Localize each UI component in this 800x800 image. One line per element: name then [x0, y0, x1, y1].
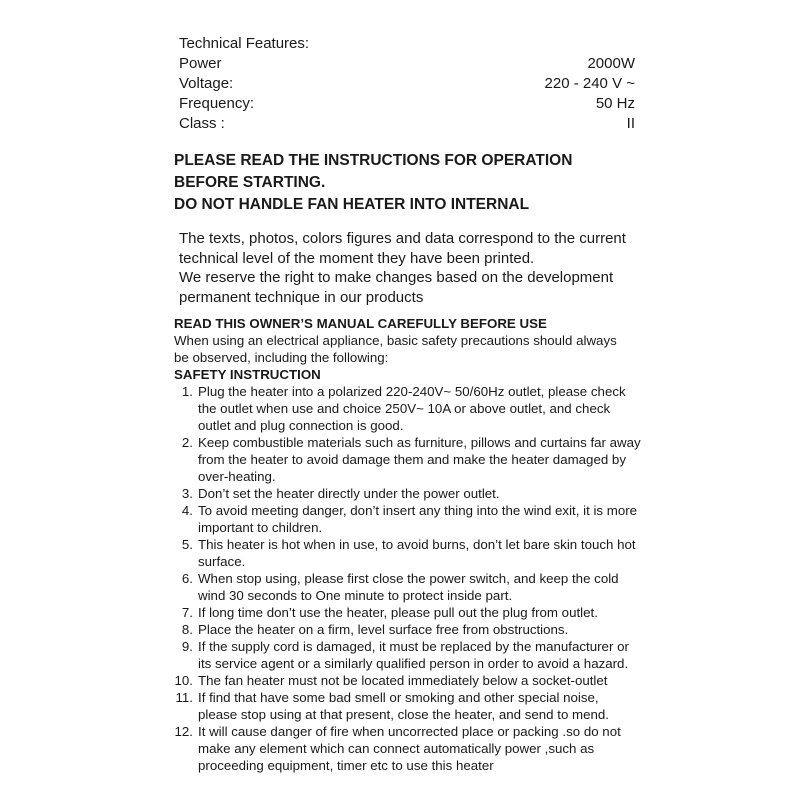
- safety-item-text: [198, 638, 629, 672]
- safety-item-line: its service agent or a similarly qualified person in order to avoid a hazard.: [198, 656, 629, 671]
- safety-item-line: When stop using, please first close the power switch, and keep the cold: [198, 571, 619, 586]
- technical-features: [179, 34, 635, 134]
- safety-item-line: wind 30 seconds to One minute to protect inside part.: [198, 588, 513, 603]
- safety-item-number: 3.: [181, 486, 193, 501]
- safety-item-line: If the supply cord is damaged, it must be replaced by the manufacturer or: [198, 639, 629, 654]
- safety-instruction-list: [174, 383, 774, 774]
- spec-class: [179, 114, 635, 134]
- safety-heading: SAFETY INSTRUCTION: [174, 367, 321, 382]
- safety-item-number: 5.: [181, 537, 193, 552]
- safety-item-number: 11.: [175, 690, 193, 705]
- disclaimer-line: We reserve the right to make changes based on the development: [179, 269, 614, 286]
- safety-item-text: [198, 383, 626, 434]
- spec-voltage: [179, 74, 635, 94]
- safety-item: [174, 502, 774, 536]
- disclaimer-line: The texts, photos, colors figures and data correspond to the current: [179, 230, 626, 247]
- intro-line: When using an electrical appliance, basic safety precautions should always: [174, 333, 617, 348]
- safety-item: [174, 689, 774, 723]
- manual-heading: READ THIS OWNER’S MANUAL CAREFULLY BEFORE USE: [174, 316, 547, 331]
- safety-item-line: please stop using at that present, close the heater, and send to mend.: [198, 707, 610, 722]
- warning-line: PLEASE READ THE INSTRUCTIONS FOR OPERATION: [174, 152, 573, 169]
- safety-item-line: Place the heater on a firm, level surface free from obstructions.: [198, 622, 569, 637]
- safety-item-text: [198, 723, 621, 774]
- warning-line: BEFORE STARTING.: [174, 174, 326, 191]
- safety-item-line: the outlet when use and choice 250V~ 10A or above outlet, and check: [198, 401, 611, 416]
- spec-label: Voltage:: [179, 75, 234, 92]
- safety-item-line: Plug the heater into a polarized 220-240V~ 50/60Hz outlet, please check: [198, 384, 626, 399]
- safety-item-text: [198, 604, 598, 621]
- safety-item-number: 8.: [181, 622, 193, 637]
- safety-item-line: This heater is hot when in use, to avoid burns, don’t let bare skin touch hot: [198, 537, 636, 552]
- safety-item-number: 9.: [181, 639, 193, 654]
- safety-item: [174, 604, 774, 621]
- safety-item-line: The fan heater must not be located immediately below a socket-outlet: [198, 673, 608, 688]
- disclaimer-line: technical level of the moment they have been printed.: [179, 249, 535, 267]
- safety-item-number: 7.: [181, 605, 193, 620]
- spec-label: Power: [179, 55, 222, 72]
- safety-item-line: Don’t set the heater directly under the power outlet.: [198, 486, 500, 501]
- safety-item-line: outlet and plug connection is good.: [198, 418, 404, 433]
- safety-item-line: important to children.: [198, 520, 323, 535]
- safety-item-text: [198, 689, 609, 723]
- safety-item-line: from the heater to avoid damage them and make the heater damaged by: [198, 452, 626, 467]
- safety-item-number: 2.: [181, 435, 193, 450]
- spec-power: [179, 54, 635, 74]
- technical-features-title: Technical Features:: [179, 35, 310, 52]
- safety-item-text: [198, 536, 636, 570]
- safety-item-line: make any element which can connect automatically power ,such as: [198, 741, 595, 756]
- safety-item: [174, 621, 774, 638]
- safety-item: [174, 485, 774, 502]
- safety-item-number: 12.: [174, 724, 193, 739]
- spec-value: II: [626, 115, 635, 132]
- spec-label: Frequency:: [179, 95, 255, 112]
- safety-item-text: [198, 621, 568, 638]
- safety-item: [174, 570, 774, 604]
- safety-item-line: surface.: [198, 554, 246, 569]
- safety-item: [174, 434, 774, 485]
- safety-item-number: 6.: [181, 571, 193, 586]
- safety-item: [174, 723, 774, 774]
- spec-value: 220 - 240 V ~: [544, 75, 635, 92]
- spec-value: 2000W: [587, 55, 635, 72]
- warning-line: DO NOT HANDLE FAN HEATER INTO INTERNAL: [174, 196, 530, 213]
- safety-item-line: It will cause danger of fire when uncorrected place or packing .so do not: [198, 724, 621, 739]
- safety-item-text: [198, 502, 637, 536]
- safety-item-number: 4.: [181, 503, 193, 518]
- spec-label: Class :: [179, 115, 225, 132]
- safety-item-text: [198, 485, 500, 502]
- owners-manual-section: [174, 315, 774, 774]
- disclaimer-line: permanent technique in our products: [179, 288, 424, 306]
- safety-item: [174, 383, 774, 434]
- safety-item: [174, 638, 774, 672]
- safety-item: [174, 672, 774, 689]
- safety-item-line: If find that have some bad smell or smoking and other special noise,: [198, 690, 599, 705]
- safety-item: [174, 536, 774, 570]
- operation-warning: [174, 150, 734, 216]
- safety-item-number: 10.: [174, 673, 193, 688]
- manual-intro: [174, 332, 774, 366]
- disclaimer-paragraph: [179, 229, 739, 307]
- safety-item-line: Keep combustible materials such as furniture, pillows and curtains far away: [198, 435, 641, 450]
- safety-item-number: 1.: [181, 384, 193, 399]
- safety-item-line: If long time don’t use the heater, please pull out the plug from outlet.: [198, 605, 598, 620]
- safety-item-text: [198, 672, 607, 689]
- safety-item-text: [198, 570, 619, 604]
- safety-item-text: [198, 434, 641, 485]
- safety-item-line: To avoid meeting danger, don’t insert any thing into the wind exit, it is more: [198, 503, 638, 518]
- spec-value: 50 Hz: [595, 95, 635, 112]
- safety-item-line: proceeding equipment, timer etc to use this heater: [198, 758, 494, 773]
- intro-line: be observed, including the following:: [174, 350, 389, 365]
- spec-frequency: [179, 94, 635, 114]
- safety-item-line: over-heating.: [198, 469, 276, 484]
